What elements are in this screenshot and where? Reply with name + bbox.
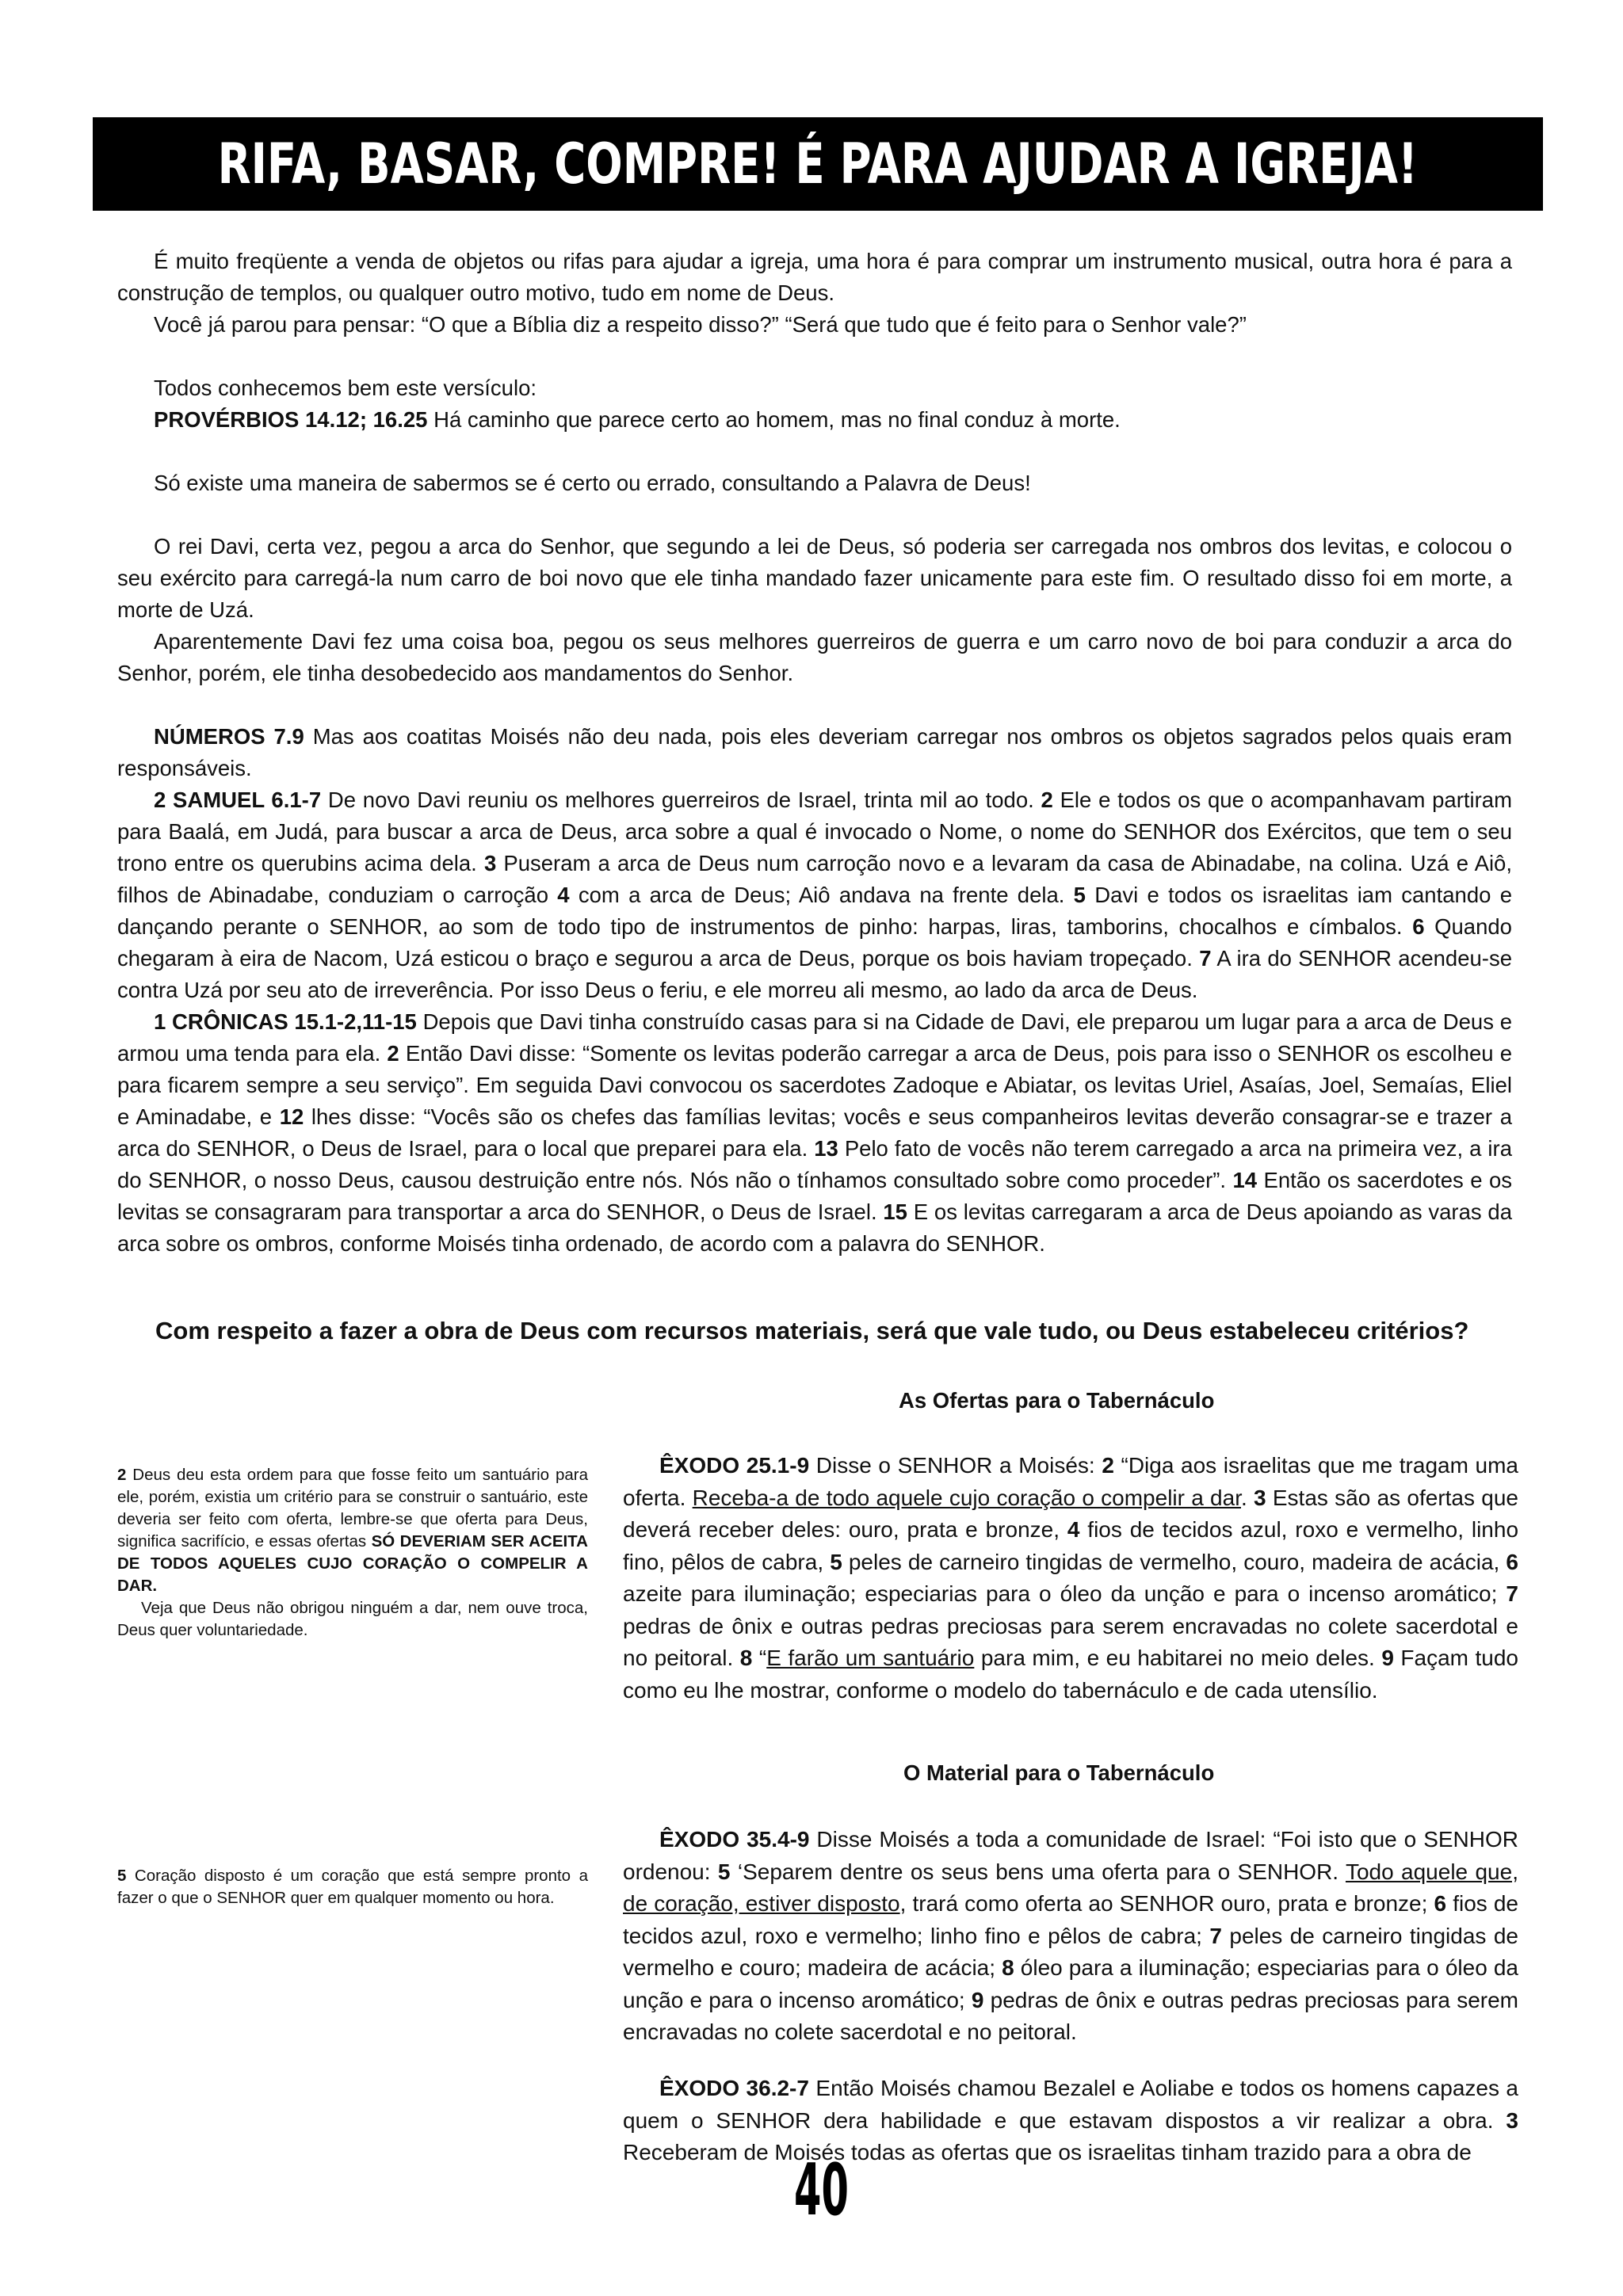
intro-paragraph-3: Todos conhecemos bem este versículo:	[154, 376, 537, 400]
title-banner	[93, 117, 1543, 211]
page-title: RIFA, BASAR, COMPRE! É PARA AJUDAR A IGREJA!	[217, 132, 1419, 196]
key-question: Com respeito a fazer a obra de Deus com recursos materiais, será que vale tudo, ou Deus estabeleceu critérios?	[155, 1317, 1469, 1344]
cronicas-passage: 1 CRÔNICAS 15.1-2,11-15 Depois que Davi tinha construído casas para si na Cidade de Davi, ele preparou um lugar para a arca de Deus e armou uma tenda para ela. 2 Então Davi disse: “Somente os levitas poderão carregar a arca de Deus, pois para isso o SENHOR os escolheu e para ficarem sempre a seu serviço”. Em seguida Davi convocou os sacerdotes Zadoque e Abiatar, os levitas Uriel, Asaías, Joel, Semaías, Eliel e Aminadabe, e 12 lhes disse: “Vocês são os chefes das famílias levitas; vocês e seus companheiros levitas deverão consagrar-se e trazer a arca do SENHOR, o Deus de Israel, para o local que preparei para ela. 13 Pelo fato de vocês não terem carregado a arca na primeira vez, a ira do SENHOR, o nosso Deus, causou destruição entre nós. Nós não o tínhamos consultado sobre como proceder”. 14 Então os sacerdotes e os levitas se consagraram para transportar a arca do SENHOR, o Deus de Israel. 15 E os levitas carregaram a arca de Deus apoiando as varas da arca sobre os ombros, conforme Moisés tinha ordenado, de acordo com a palavra do SENHOR.	[117, 1009, 1512, 1256]
section-heading-offerings: As Ofertas para o Tabernáculo	[899, 1388, 1215, 1413]
numeros-verse	[117, 721, 1512, 784]
verse-text: Mas aos coatitas Moisés não deu nada, pois eles deveriam carregar nos ombros os objetos sagrados pelos quais eram responsáveis.	[117, 724, 1512, 780]
verse-reference: PROVÉRBIOS 14.12; 16.25	[154, 407, 428, 432]
exodo-25-passage: ÊXODO 25.1-9 Disse o SENHOR a Moisés: 2 “Diga aos israelitas que me tragam uma oferta. Receba-a de todo aquele cujo coração o compelir a dar. 3 Estas são as ofertas que deverá receber deles: ouro, prata e bronze, 4 fios de tecidos azul, roxo e vermelho, linho fino, pêlos de cabra, 5 peles de carneiro tingidas de vermelho, couro, madeira de acácia, 6 azeite para iluminação; especiarias para o óleo da unção e para o incenso aromático; 7 pedras de ônix e outras pedras preciosas para serem encravadas no colete sacerdotal e no peitoral. 8 “E farão um santuário para mim, e eu habitarei no meio deles. 9 Façam tudo como eu lhe mostrar, conforme o modelo do tabernáculo e de cada utensílio.	[623, 1453, 1519, 1703]
intro-paragraph-2: Você já parou para pensar: “O que a Bíblia diz a respeito disso?” “Será que tudo que é feito para o Senhor vale?”	[154, 312, 1247, 337]
proverbs-verse	[117, 404, 1512, 436]
verse-reference: NÚMEROS 7.9	[154, 724, 304, 749]
intro-paragraph-6: O rei Davi, certa vez, pegou a arca do Senhor, que segundo a lei de Deus, só poderia ser carregada nos ombros dos levitas, e colocou o seu exército para carregá-la num carro de boi novo que ele tinha mandado fazer unicamente para este fim. O resultado disso foi em morte, a morte de Uzá.	[117, 534, 1512, 622]
side-note-offering: 2 Deus deu esta ordem para que fosse feito um santuário para ele, porém, existia um critério para se construir o santuário, este deveria ser feito com oferta, lembre-se que oferta para Deus, significa sacrifício, e essas ofertas SÓ DEVERIAM SER ACEITA DE TODOS AQUELES CUJO CORAÇÃO O COMPELIR A DAR. Veja que Deus não obrigou ninguém a dar, nem ouve troca, Deus quer voluntariedade.	[117, 1464, 588, 1642]
intro-section	[117, 246, 1512, 1260]
verse-reference: ÊXODO 36.2-7	[659, 2076, 809, 2100]
intro-paragraph-5: Só existe uma maneira de sabermos se é certo ou errado, consultando a Palavra de Deus!	[154, 471, 1031, 495]
side-note-heart: 5 Coração disposto é um coração que está sempre pronto a fazer o que o SENHOR quer em qualquer momento ou hora.	[117, 1867, 588, 1907]
verse-reference: ÊXODO 35.4-9	[659, 1827, 810, 1852]
samuel-passage: 2 SAMUEL 6.1-7 De novo Davi reuniu os melhores guerreiros de Israel, trinta mil ao todo. 2 Ele e todos os que o acompanhavam partiram para Baalá, em Judá, para buscar a arca de Deus, arca sobre a qual é invocado o Nome, o nome do SENHOR dos Exércitos, que tem o seu trono entre os querubins acima dela. 3 Puseram a arca de Deus num carroção novo e a levaram da casa de Abinadabe, na colina. Uzá e Aiô, filhos de Abinadabe, conduziam o carroção 4 com a arca de Deus; Aiô andava na frente dela. 5 Davi e todos os israelitas iam cantando e dançando perante o SENHOR, ao som de todo tipo de instrumentos de pinho: harpas, liras, tamborins, chocalhos e címbalos. 6 Quando chegaram à eira de Nacom, Uzá esticou o braço e segurou a arca de Deus, porque os bois haviam tropeçado. 7 A ira do SENHOR acendeu-se contra Uzá por seu ato de irreverência. Por isso Deus o feriu, e ele morreu ali mesmo, ao lado da arca de Deus.	[117, 788, 1512, 1002]
verse-text: Há caminho que parece certo ao homem, mas no final conduz à morte.	[427, 407, 1121, 432]
exodo-35-passage: ÊXODO 35.4-9 Disse Moisés a toda a comunidade de Israel: “Foi isto que o SENHOR ordenou: 5 ‘Separem dentre os seus bens uma oferta para o SENHOR. Todo aquele que, de coração, estiver disposto, trará como oferta ao SENHOR ouro, prata e bronze; 6 fios de tecidos azul, roxo e vermelho; linho fino e pêlos de cabra; 7 peles de carneiro tingidas de vermelho e couro; madeira de acácia; 8 óleo para a iluminação; especiarias para o óleo da unção e para o incenso aromático; 9 pedras de ônix e outras pedras preciosas para serem encravadas no colete sacerdotal e no peitoral.	[623, 1827, 1519, 2044]
intro-paragraph-1: É muito freqüente a venda de objetos ou rifas para ajudar a igreja, uma hora é para comprar um instrumento musical, outra hora é para a construção de templos, ou qualquer outro motivo, tudo em nome de Deus.	[117, 249, 1512, 305]
intro-paragraph-7: Aparentemente Davi fez uma coisa boa, pegou os seus melhores guerreiros de guerra e um carro novo de boi para conduzir a arca do Senhor, porém, ele tinha desobedecido aos mandamentos do Senhor.	[117, 629, 1512, 685]
verse-reference: 2 SAMUEL 6.1-7	[154, 788, 322, 812]
exodo-36-passage: ÊXODO 36.2-7 Então Moisés chamou Bezalel e Aoliabe e todos os homens capazes a quem o SENHOR dera habilidade e que estavam dispostos a vir realizar a obra. 3 Receberam de Moisés todas as ofertas que os israelitas tinham trazido para a obra de	[623, 2076, 1518, 2164]
page-number: 40	[794, 2149, 849, 2232]
verse-reference: 1 CRÔNICAS 15.1-2,11-15	[154, 1009, 417, 1034]
side-note-text: Veja que Deus não obrigou ninguém a dar, nem ouve troca, Deus quer voluntariedade.	[117, 1599, 588, 1639]
section-heading-material: O Material para o Tabernáculo	[903, 1760, 1215, 1785]
verse-reference: ÊXODO 25.1-9	[659, 1453, 810, 1478]
